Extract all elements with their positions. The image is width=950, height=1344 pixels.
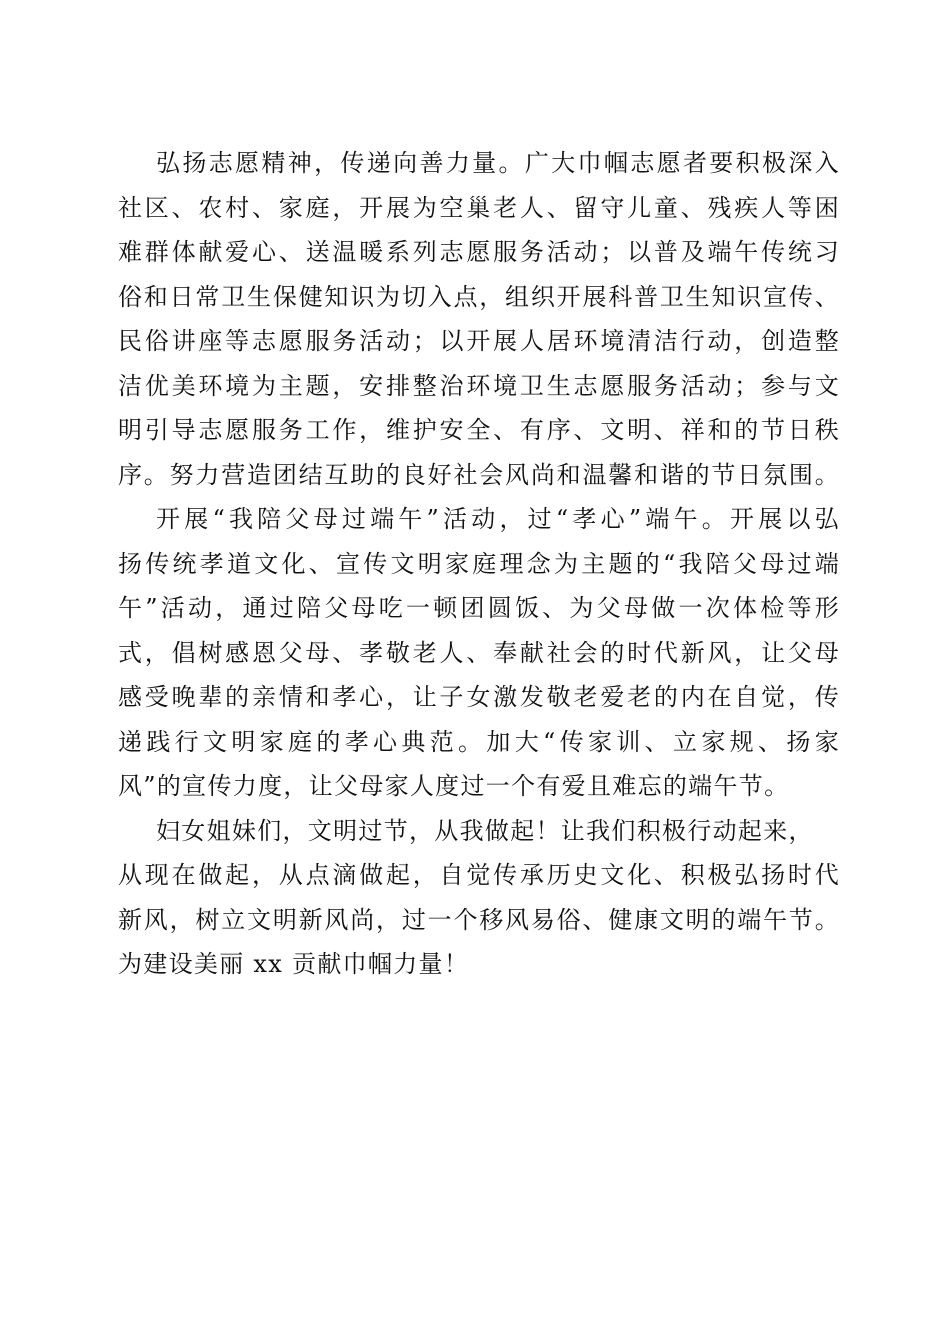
- document-body: [118, 141, 840, 987]
- text-line: 难群体献爱心、送温暖系列志愿服务活动；以普及端午传统习: [118, 238, 840, 266]
- text-line: 开展“我陪父母过端午”活动，过“孝心”端午。开展以弘: [156, 505, 840, 533]
- text-line: 从现在做起，从点滴做起，自觉传承历史文化、积极弘扬时代: [118, 861, 840, 889]
- text-line: 社区、农村、家庭，开展为空巢老人、留守儿童、残疾人等困: [118, 193, 840, 222]
- text-line: 俗和日常卫生保健知识为切入点，组织开展科普卫生知识宣传、: [118, 282, 840, 311]
- paragraph-volunteer: [118, 141, 840, 497]
- text-line: 感受晚辈的亲情和孝心，让子女激发敬老爱老的内在自觉，传: [118, 683, 840, 711]
- text-line: 为建设美丽 xx 贡献巾帼力量！: [118, 950, 470, 978]
- text-line: 式，倡树感恩父母、孝敬老人、奉献社会的时代新风，让父母: [118, 638, 840, 667]
- text-line: 递践行文明家庭的孝心典范。加大“传家训、立家规、扬家: [118, 727, 840, 756]
- text-line: 弘扬志愿精神，传递向善力量。广大巾帼志愿者要积极深入: [156, 149, 840, 177]
- text-line: 洁优美环境为主题，安排整治环境卫生志愿服务活动；参与文: [118, 371, 840, 400]
- text-line: 明引导志愿服务工作，维护安全、有序、文明、祥和的节日秩: [118, 416, 840, 444]
- text-line: 妇女姐妹们，文明过节，从我做起！让我们积极行动起来，: [156, 816, 814, 845]
- text-line: 民俗讲座等志愿服务活动；以开展人居环境清洁行动，创造整: [118, 327, 840, 355]
- text-line: 扬传统孝道文化、宣传文明家庭理念为主题的“我陪父母过端: [118, 549, 840, 578]
- text-line: 新风，树立文明新风尚，过一个移风易俗、健康文明的端午节。: [118, 905, 840, 934]
- text-line: 序。努力营造团结互助的良好社会风尚和温馨和谐的节日氛围。: [118, 460, 840, 489]
- text-line: 午”活动，通过陪父母吃一顿团圆饭、为父母做一次体检等形: [118, 594, 840, 622]
- paragraph-filial-piety: [118, 497, 840, 809]
- text-line: 风”的宣传力度，让父母家人度过一个有爱且难忘的端午节。: [118, 772, 790, 800]
- paragraph-call-to-action: [118, 809, 840, 987]
